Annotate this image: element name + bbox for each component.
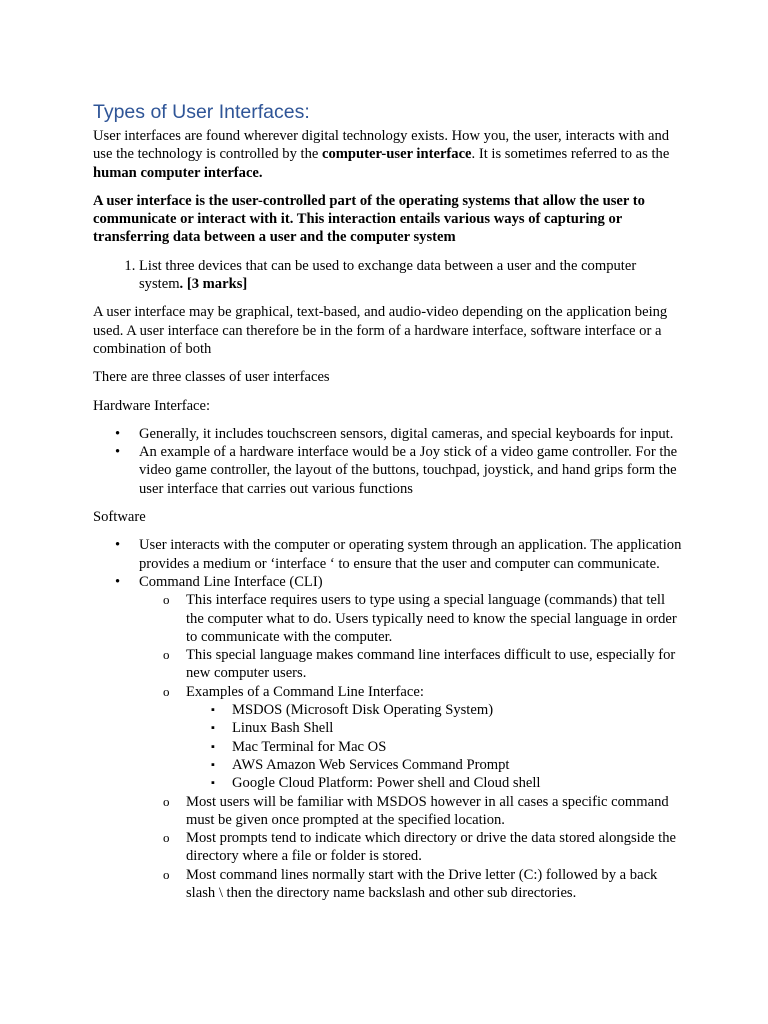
list-item-text: This interface requires users to type using a special language (commands) that tell the computer what to do. Users typically need to know the special language in order to communicate with the computer. (186, 592, 677, 645)
list-item (93, 756, 683, 774)
question-text: List three devices that can be used to exchange data between a user and the computer system (139, 257, 637, 293)
circle-marker: o (163, 866, 170, 882)
square-marker: ▪ (211, 740, 215, 753)
list-item-text: Most users will be familiar with MSDOS however in all cases a specific command must be given once prompted at the specified location. (186, 793, 669, 828)
square-marker: ▪ (211, 777, 215, 790)
intro-text-2: . It is sometimes referred to as the (471, 146, 670, 163)
page-title: Types of User Interfaces: (93, 101, 310, 123)
list-item-text: User interacts with the computer or operating system through an application. The application provides a medium or ‘interface ‘ to ensure that the user and computer can communicate. (139, 537, 682, 572)
bullet-marker: • (115, 425, 121, 442)
circle-marker: o (163, 592, 170, 608)
list-item-text: Linux Bash Shell (232, 720, 334, 737)
cli-label: Command Line Interface (CLI) (139, 573, 323, 590)
list-item (93, 719, 683, 737)
list-item (93, 573, 683, 591)
question-list (93, 257, 683, 294)
list-item-text: Most command lines normally start with the Drive letter (C:) followed by a back slash \ then the directory name backslash and other sub directories. (186, 866, 658, 901)
circle-marker: o (163, 793, 170, 809)
forms-paragraph: A user interface may be graphical, text-based, and audio-video depending on the application being used. A user interface can therefore be in the form of a hardware interface, software interface or a combination of both (93, 304, 668, 357)
bullet-marker: • (115, 573, 121, 590)
intro-bold-term-2: human computer interface. (93, 164, 263, 181)
bullet-marker: • (115, 537, 121, 554)
list-item-text: This special language makes command line interfaces difficult to use, especially for new computer users. (186, 647, 676, 682)
document-body (93, 99, 683, 902)
square-marker: ▪ (211, 722, 215, 735)
question-marks: . [3 marks] (179, 276, 248, 293)
software-list (93, 536, 683, 591)
intro-bold-term-1: computer-user interface (322, 146, 472, 163)
list-item (93, 738, 683, 756)
list-item (93, 866, 683, 903)
cli-examples-list (93, 701, 683, 792)
list-item (93, 774, 683, 792)
square-marker: ▪ (211, 704, 215, 717)
square-marker: ▪ (211, 758, 215, 771)
circle-marker: o (163, 830, 170, 846)
list-item-text: Examples of a Command Line Interface: (186, 683, 424, 700)
cli-points-list (93, 591, 683, 701)
hardware-list (93, 425, 683, 498)
software-heading: Software (93, 509, 146, 526)
list-item-text: Generally, it includes touchscreen sensors, digital cameras, and special keyboards for input. (139, 425, 674, 442)
list-item (93, 701, 683, 719)
hardware-heading: Hardware Interface: (93, 397, 211, 414)
list-item (93, 829, 683, 866)
list-item-text: AWS Amazon Web Services Command Prompt (232, 756, 510, 773)
list-item-text: An example of a hardware interface would be a Joy stick of a video game controller. For the video game controller, the layout of the buttons, touchpad, joystick, and hand grips form the user interface that carries out various functions (139, 444, 678, 497)
circle-marker: o (163, 683, 170, 699)
question-item (139, 257, 683, 294)
cli-more-points-list (93, 793, 683, 903)
list-item (93, 683, 683, 701)
list-item-text: MSDOS (Microsoft Disk Operating System) (232, 702, 494, 719)
circle-marker: o (163, 647, 170, 663)
list-item (93, 443, 683, 498)
intro-text-1: User interfaces are found wherever digital technology exists. How you, the user, interacts with and use the technology is controlled by the (93, 128, 670, 163)
classes-paragraph: There are three classes of user interfaces (93, 369, 330, 386)
definition-paragraph: A user interface is the user-controlled part of the operating systems that allow the user to communicate or interact with it. This interaction entails various ways of capturing or transferring data between a user and the computer system (93, 192, 645, 246)
list-item-text: Mac Terminal for Mac OS (232, 738, 387, 755)
bullet-marker: • (115, 444, 121, 461)
list-item (93, 591, 683, 646)
list-item (93, 536, 683, 573)
list-item-text: Google Cloud Platform: Power shell and Cloud shell (232, 775, 541, 792)
list-item (93, 425, 683, 443)
list-item-text: Most prompts tend to indicate which directory or drive the data stored alongside the directory where a file or folder is stored. (186, 830, 676, 865)
intro-paragraph (93, 127, 683, 182)
list-item (93, 793, 683, 830)
list-item (93, 646, 683, 683)
